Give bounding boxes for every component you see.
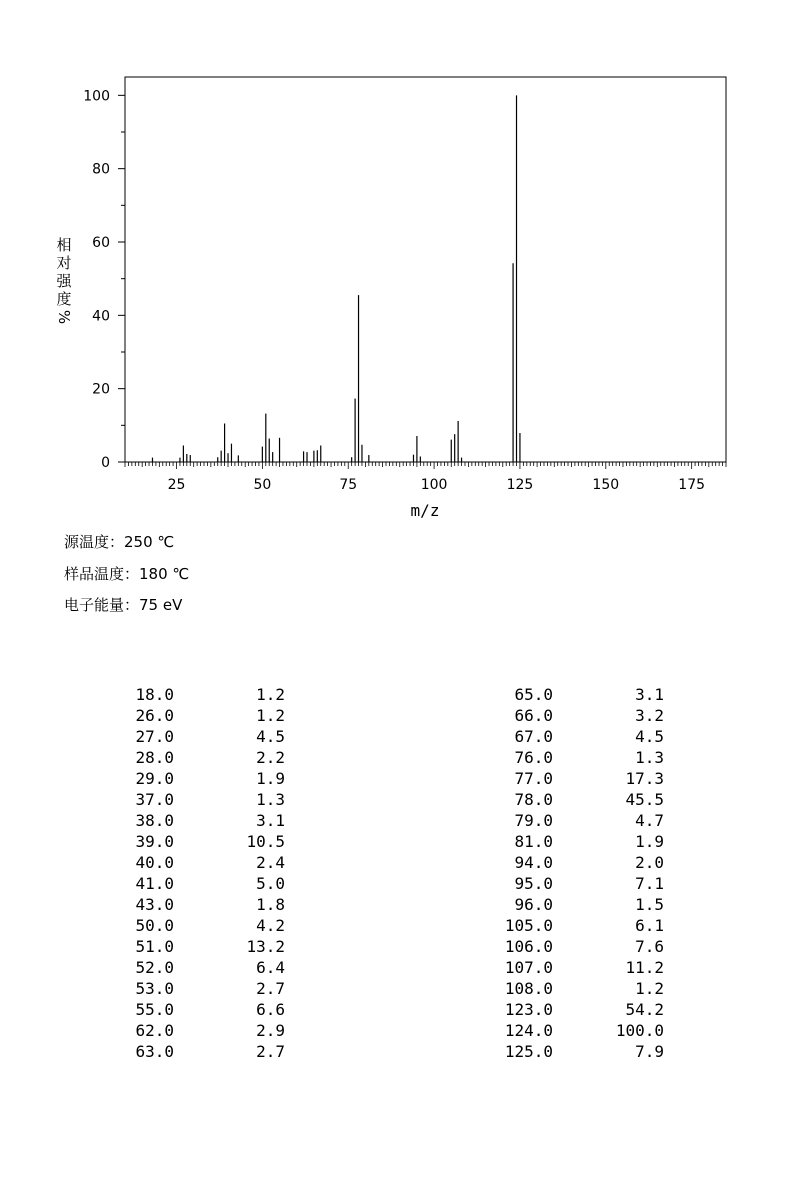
- mz-value: 27.0: [135, 727, 174, 746]
- table-row: [0, 810, 285, 831]
- table-row: [0, 978, 285, 999]
- intensity-value: 1.2: [256, 706, 285, 725]
- table-row: [0, 831, 285, 852]
- y-tick-label: 40: [92, 308, 110, 325]
- intensity-value: 6.4: [256, 958, 285, 977]
- intensity-value: 2.7: [256, 979, 285, 998]
- intensity-value: 1.8: [256, 895, 285, 914]
- mz-value: 53.0: [135, 979, 174, 998]
- y-tick-label: 0: [101, 455, 110, 471]
- intensity-value: 5.0: [256, 874, 285, 893]
- intensity-value: 1.2: [256, 685, 285, 704]
- table-row: [391, 810, 664, 831]
- intensity-value: 7.6: [635, 937, 664, 956]
- mz-value: 55.0: [135, 1000, 174, 1019]
- x-tick-label: 75: [339, 477, 358, 493]
- table-row: [0, 747, 285, 768]
- y-axis-label: [55, 236, 73, 324]
- table-row: [391, 894, 664, 915]
- y-tick-label: 60: [92, 235, 110, 251]
- mz-value: 65.0: [514, 685, 553, 704]
- y-axis-label-char: 度: [56, 290, 72, 308]
- mz-value: 107.0: [504, 958, 553, 977]
- intensity-value: 1.3: [256, 790, 285, 809]
- y-axis-label-char: 对: [56, 254, 72, 272]
- intensity-value: 2.0: [635, 853, 664, 872]
- table-row: [0, 999, 285, 1020]
- mz-value: 29.0: [135, 769, 174, 788]
- table-row: [0, 894, 285, 915]
- table-row: [391, 936, 664, 957]
- table-row: [0, 873, 285, 894]
- intensity-value: 6.1: [635, 916, 664, 935]
- intensity-value: 1.2: [635, 979, 664, 998]
- mz-value: 52.0: [135, 958, 174, 977]
- intensity-value: 11.2: [625, 958, 664, 977]
- mz-value: 77.0: [514, 769, 553, 788]
- intensity-value: 2.7: [256, 1042, 285, 1061]
- mz-value: 43.0: [135, 895, 174, 914]
- mz-value: 62.0: [135, 1021, 174, 1040]
- table-row: [0, 768, 285, 789]
- mz-value: 37.0: [135, 790, 174, 809]
- mz-value: 96.0: [514, 895, 553, 914]
- source-temperature: 源温度：250 ℃: [64, 533, 175, 551]
- intensity-value: 4.2: [256, 916, 285, 935]
- peak-table-right: [391, 684, 664, 1062]
- intensity-value: 1.9: [256, 769, 285, 788]
- table-row: [0, 936, 285, 957]
- mz-value: 123.0: [504, 1000, 553, 1019]
- intensity-value: 10.5: [246, 832, 285, 851]
- table-row: [391, 747, 664, 768]
- x-tick-label: 50: [253, 477, 272, 493]
- table-row: [0, 915, 285, 936]
- mz-value: 124.0: [504, 1021, 553, 1040]
- y-tick-label: 20: [92, 381, 110, 398]
- mz-value: 28.0: [135, 748, 174, 767]
- mz-value: 108.0: [504, 979, 553, 998]
- intensity-value: 7.9: [635, 1042, 664, 1061]
- sample-temperature: 样品温度：180 ℃: [64, 565, 190, 583]
- table-row: [391, 1020, 664, 1041]
- plot-frame: [125, 77, 726, 462]
- table-row: [391, 831, 664, 852]
- table-row: [0, 957, 285, 978]
- table-row: [391, 999, 664, 1020]
- intensity-value: 2.4: [256, 853, 285, 872]
- intensity-value: 1.5: [635, 895, 664, 914]
- table-row: [391, 726, 664, 747]
- table-row: [0, 1041, 285, 1062]
- mz-value: 94.0: [514, 853, 553, 872]
- mz-value: 18.0: [135, 685, 174, 704]
- y-tick-label: 80: [92, 161, 110, 178]
- table-row: [0, 726, 285, 747]
- intensity-value: 3.1: [635, 685, 664, 704]
- y-axis-label-char: 强: [56, 272, 72, 290]
- x-tick-label: 100: [420, 477, 448, 493]
- intensity-value: 4.5: [256, 727, 285, 746]
- x-tick-label: 125: [506, 477, 534, 493]
- table-row: [391, 915, 664, 936]
- mz-value: 78.0: [514, 790, 553, 809]
- mz-value: 105.0: [504, 916, 553, 935]
- peak-table-left: [0, 684, 285, 1062]
- mz-value: 79.0: [514, 811, 553, 830]
- table-row: [391, 789, 664, 810]
- mz-value: 95.0: [514, 874, 553, 893]
- intensity-value: 4.5: [635, 727, 664, 746]
- table-row: [0, 789, 285, 810]
- intensity-value: 13.2: [246, 937, 285, 956]
- table-row: [391, 873, 664, 894]
- electron-energy: 电子能量：75 eV: [64, 596, 183, 614]
- table-row: [391, 852, 664, 873]
- mz-value: 125.0: [504, 1042, 553, 1061]
- mz-value: 26.0: [135, 706, 174, 725]
- intensity-value: 100.0: [615, 1021, 664, 1040]
- mz-value: 63.0: [135, 1042, 174, 1061]
- intensity-value: 1.9: [635, 832, 664, 851]
- table-row: [0, 852, 285, 873]
- intensity-value: 2.2: [256, 748, 285, 767]
- mass-spectrum-chart: [0, 0, 794, 530]
- x-tick-label: 175: [678, 477, 706, 493]
- intensity-value: 7.1: [635, 874, 664, 893]
- mz-value: 106.0: [504, 937, 553, 956]
- mz-value: 40.0: [135, 853, 174, 872]
- mz-value: 41.0: [135, 874, 174, 893]
- y-axis-label-char: 相: [56, 236, 72, 254]
- table-row: [391, 684, 664, 705]
- table-row: [391, 705, 664, 726]
- table-row: [0, 1020, 285, 1041]
- table-row: [0, 684, 285, 705]
- intensity-value: 6.6: [256, 1000, 285, 1019]
- intensity-value: 2.9: [256, 1021, 285, 1040]
- mz-value: 50.0: [135, 916, 174, 935]
- intensity-value: 3.1: [256, 811, 285, 830]
- intensity-value: 1.3: [635, 748, 664, 767]
- mz-value: 51.0: [135, 937, 174, 956]
- mz-value: 76.0: [514, 748, 553, 767]
- x-tick-label: 25: [167, 477, 186, 493]
- intensity-value: 4.7: [635, 811, 664, 830]
- y-axis-label-char: %: [55, 309, 73, 325]
- table-row: [0, 705, 285, 726]
- mz-value: 81.0: [514, 832, 553, 851]
- mz-value: 38.0: [135, 811, 174, 830]
- intensity-value: 45.5: [625, 790, 664, 809]
- x-tick-label: 150: [592, 477, 620, 493]
- mz-value: 39.0: [135, 832, 174, 851]
- table-row: [391, 957, 664, 978]
- intensity-value: 54.2: [625, 1000, 664, 1019]
- mz-value: 66.0: [514, 706, 553, 725]
- table-row: [391, 978, 664, 999]
- x-axis-label: m/z: [410, 501, 440, 520]
- mz-value: 67.0: [514, 727, 553, 746]
- intensity-value: 3.2: [635, 706, 664, 725]
- table-row: [391, 1041, 664, 1062]
- table-row: [391, 768, 664, 789]
- y-tick-label: 100: [83, 88, 110, 105]
- intensity-value: 17.3: [625, 769, 664, 788]
